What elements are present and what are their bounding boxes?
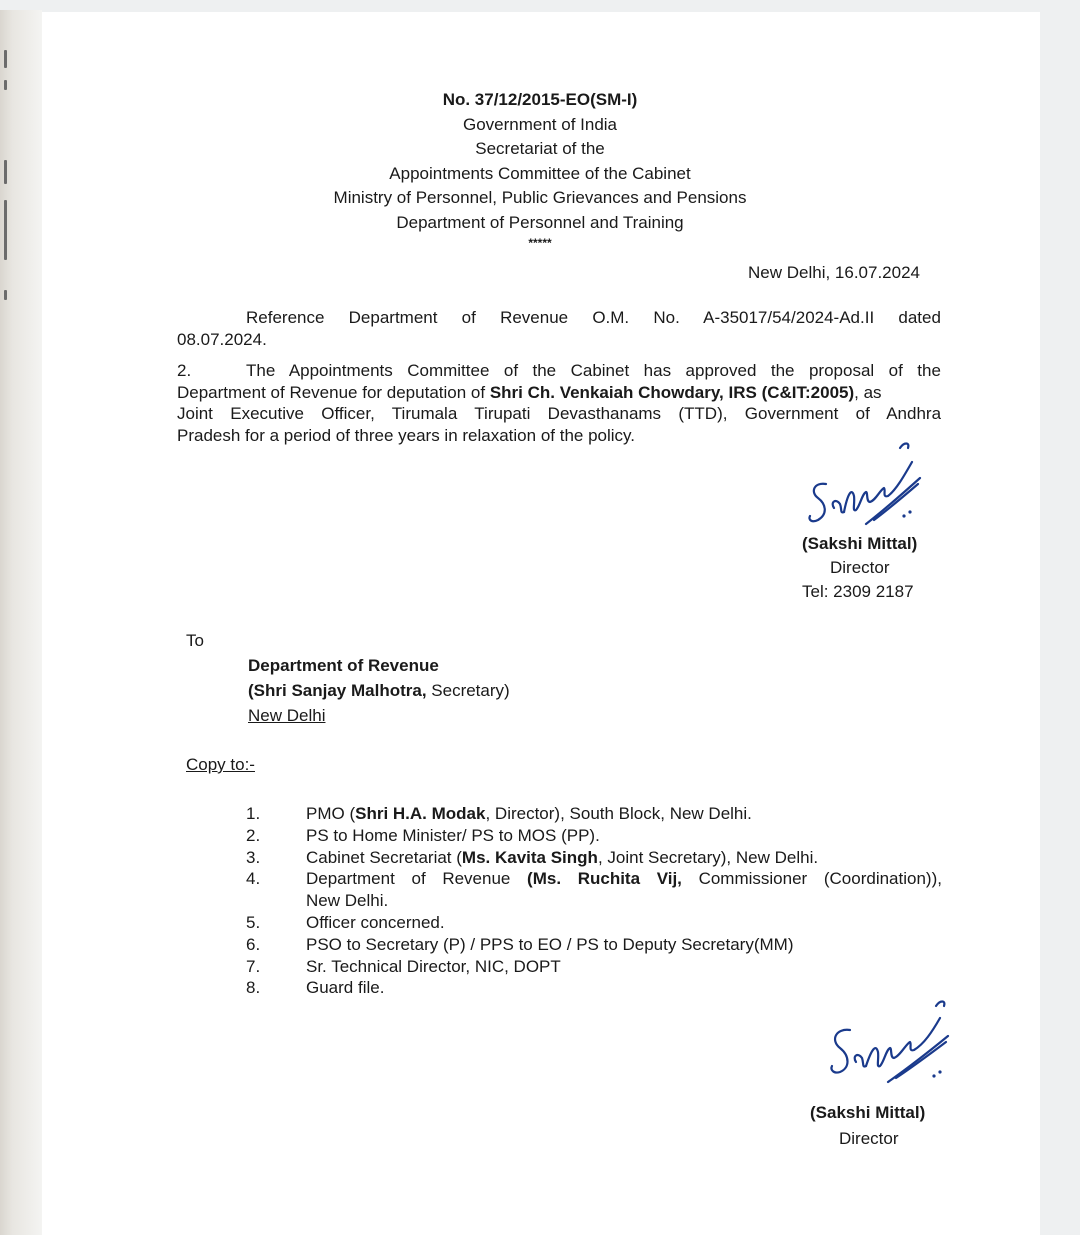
copy-item-number: 6. [246,934,261,954]
signature-graphic [800,432,930,532]
copy-item-text: PSO to Secretary (P) / PPS to EO / PS to Deputy Secretary(MM) [306,934,794,954]
approval-word: proposal [808,361,875,380]
place-date-text: New Delhi, 16.07.2024 [748,263,921,282]
copy-item-officer [306,912,793,934]
copy-list-numbers [246,803,260,890]
approval-word: (TTD), [678,404,728,423]
copy-item-text: Cabinet Secretariat ( [306,847,462,867]
approval-word: The [246,361,276,380]
reference-word: dated [898,308,941,327]
approval-word: has [643,361,672,380]
copy-item-word: (Coordination)), [823,869,942,889]
letterhead [0,88,1080,251]
copy-item-pmo [306,803,942,825]
edge-mark [4,50,7,68]
copy-item-number: 8. [246,978,261,998]
copy-item-name: Shri H.A. Modak [355,804,486,823]
approval-word: the [917,361,941,380]
copy-item-guard-file [306,977,793,999]
approval-line-1 [177,360,941,382]
copy-item-name: Ms. Kavita Singh [461,847,598,867]
reference-word: Reference [246,308,325,327]
edge-mark [4,290,7,300]
reference-date: 08.07.2024. [177,329,267,349]
copy-item-nic [306,956,793,978]
copy-item-number: 1. [246,804,261,823]
copy-item-word: Department [306,869,395,889]
approval-text: , as [854,382,882,402]
copy-item-number: 4. [246,869,261,889]
copy-item-number: 3. [246,847,261,867]
approval-word: the [532,361,557,380]
copy-item-pso [306,934,793,956]
copy-item-word: Commissioner [698,869,808,889]
copy-item-word: (Ms. [527,869,562,889]
reference-word: No. [653,308,680,327]
addressee-city: New Delhi [248,706,326,725]
copy-to-label: Copy to:- [186,755,255,774]
signatory-name: (Sakshi Mittal) [810,1103,926,1122]
signature-graphic [820,996,960,1096]
copy-list-numbers [246,912,260,999]
copy-item-text: Guard file. [306,978,385,998]
approval-word: Joint [177,404,213,423]
approval-word: of [503,361,519,380]
copy-list-items [306,912,793,999]
copy-item-text: PMO ( [306,804,356,823]
reference-paragraph [177,307,941,350]
copy-list-items [306,803,942,912]
approval-word: Tirupati [474,404,531,423]
addressee-officer [248,680,510,701]
to-label: To [186,631,204,650]
approval-word: the [770,361,795,380]
addressee-officer-title: Secretary) [426,681,510,700]
approval-word: of [855,404,870,423]
approval-word: Devasthanams [547,404,662,423]
reference-om-number: A-35017/54/2024-Ad.II [703,308,875,327]
signatory-designation: Director [830,558,890,577]
approval-word: Executive [230,404,304,423]
addressee-officer-name: (Shri Sanjay Malhotra, [248,681,427,700]
reference-word: Revenue [500,308,569,327]
header-line-committee: Appointments Committee of the Cabinet [389,163,691,183]
header-line-department: Department of Personnel and Training [396,212,684,232]
approval-word: Andhra [886,404,941,423]
copy-item-text: , Joint Secretary), New Delhi. [597,847,819,867]
place-date [748,262,920,283]
reference-word: O.M. [592,308,630,327]
copy-item-revenue-line-1 [306,868,942,890]
signatory-name: (Sakshi Mittal) [802,534,918,553]
approval-word: Appointments [288,361,393,380]
signatory-designation: Director [839,1129,899,1148]
copy-item-number: 7. [246,956,261,976]
copy-item-revenue-line-2: New Delhi. [306,891,389,911]
signatory-telephone: Tel: 2309 2187 [802,582,914,601]
copy-item-cabinet-secretariat [306,847,942,869]
header-line-government: Government of India [462,114,618,134]
officer-name: Shri Ch. Venkaiah Chowdary, IRS (C&IT:2005) [489,382,855,402]
copy-item-home-minister [306,825,942,847]
approval-word: approved [685,361,757,380]
copy-item-word: Ruchita [577,869,641,889]
approval-word: of [888,361,903,380]
copy-item-text: Sr. Technical Director, NIC, DOPT [306,956,561,976]
copy-item-text: , Director), South Block, New Delhi. [485,804,752,823]
header-line-secretariat: Secretariat of the [475,139,605,158]
approval-word: Committee [407,361,490,380]
copy-item-word: Revenue [442,869,511,889]
reference-line-1 [177,307,941,329]
approval-line-3 [177,403,941,425]
copy-item-text: PS to Home Minister/ PS to MOS (PP). [306,825,600,845]
copy-item-word: of [411,869,426,889]
copy-item-word: Vij, [656,869,682,889]
copy-item-number: 5. [246,913,261,932]
addressee-department: Department of Revenue [248,656,439,675]
file-number: No. 37/12/2015-EO(SM-I) [442,90,638,109]
header-line-ministry: Ministry of Personnel, Public Grievances and Pensions [333,188,747,207]
approval-word: Cabinet [570,361,630,380]
approval-line-4: Pradesh for a period of three years in relaxation of the policy. [177,425,635,445]
approval-word: Officer, [321,404,375,423]
header-stars: ***** [528,236,552,250]
paragraph-number: 2. [177,361,192,380]
approval-line-2 [177,382,941,404]
reference-word: of [461,308,476,327]
approval-word: Government [744,404,839,423]
reference-word: Department [348,308,438,327]
approval-text: Department of Revenue for deputation of [177,382,490,402]
approval-word: Tirumala [391,404,458,423]
copy-item-revenue [306,868,942,912]
copy-item-number: 2. [246,825,261,845]
copy-item-text: Officer concerned. [306,913,445,932]
